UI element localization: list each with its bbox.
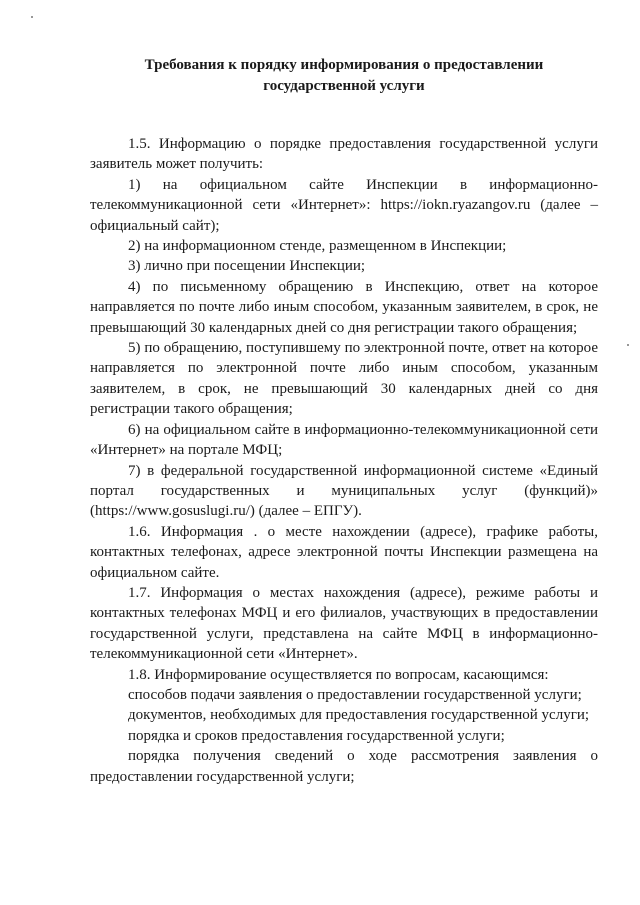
list-item-2: 2) на информационном стенде, размещенном в Инспекции; (128, 238, 507, 255)
title-line-1: Требования к порядку информирования о предоставлении (144, 57, 544, 73)
scan-speck (627, 344, 629, 346)
paragraph-1-6: 1.6. Информация . о месте нахождении (адресе), графике работы, контактных телефонах, адресе электронной почты Инспекции размещена на официальном сайте. (90, 523, 598, 581)
scan-speck (31, 16, 33, 18)
paragraph-1-8: 1.8. Информирование осуществляется по вопросам, касающимся: (128, 666, 549, 683)
list-item-7: 7) в федеральной государственной информационной системе «Единый портал государственных и муниципальных услуг (функций)» (https://www.gosuslugi.ru/) (далее – ЕПГУ). (90, 462, 598, 520)
list-item-1: 1) на официальном сайте Инспекции в информационно-телекоммуникационной сети «Интернет»: https://iokn.ryazangov.ru (далее – официальный сайт); (90, 176, 598, 234)
paragraph-1-7: 1.7. Информация о местах нахождения (адресе), режиме работы и контактных телефонах МФЦ и его филиалов, участвующих в предоставлении государственной услуги, представлена на сайте МФЦ в информационно-телекоммуникационной сети «Интернет». (90, 584, 598, 663)
document-title (90, 55, 598, 97)
topic-item-1: способов подачи заявления о предоставлении государственной услуги; (128, 686, 582, 703)
title-line-2: государственной услуги (263, 78, 425, 94)
topic-item-2: документов, необходимых для предоставления государственной услуги; (128, 707, 590, 724)
list-item-4: 4) по письменному обращению в Инспекцию, ответ на которое направляется по почте либо иным способом, указанным заявителем, в срок, не превышающий 30 календарных дней со дня регистрации такого обращения; (90, 278, 598, 336)
topic-item-4: порядка получения сведений о ходе рассмотрения заявления о предоставлении государственной услуги; (90, 748, 598, 785)
list-item-6: 6) на официальном сайте в информационно-телекоммуникационной сети «Интернет» на портале МФЦ; (90, 421, 598, 459)
list-item-3: 3) лично при посещении Инспекции; (128, 258, 366, 275)
paragraph-1-5: 1.5. Информацию о порядке предоставления государственной услуги заявитель может получить: (90, 136, 598, 173)
list-item-5: 5) по обращению, поступившему по электронной почте, ответ на которое направляется по электронной почте либо иным способом, указанным заявителем, в срок, не превышающий 30 календарных дней со дня регистрации такого обращения; (90, 340, 598, 418)
document-page (90, 55, 598, 787)
topic-item-3: порядка и сроков предоставления государственной услуги; (128, 727, 505, 744)
